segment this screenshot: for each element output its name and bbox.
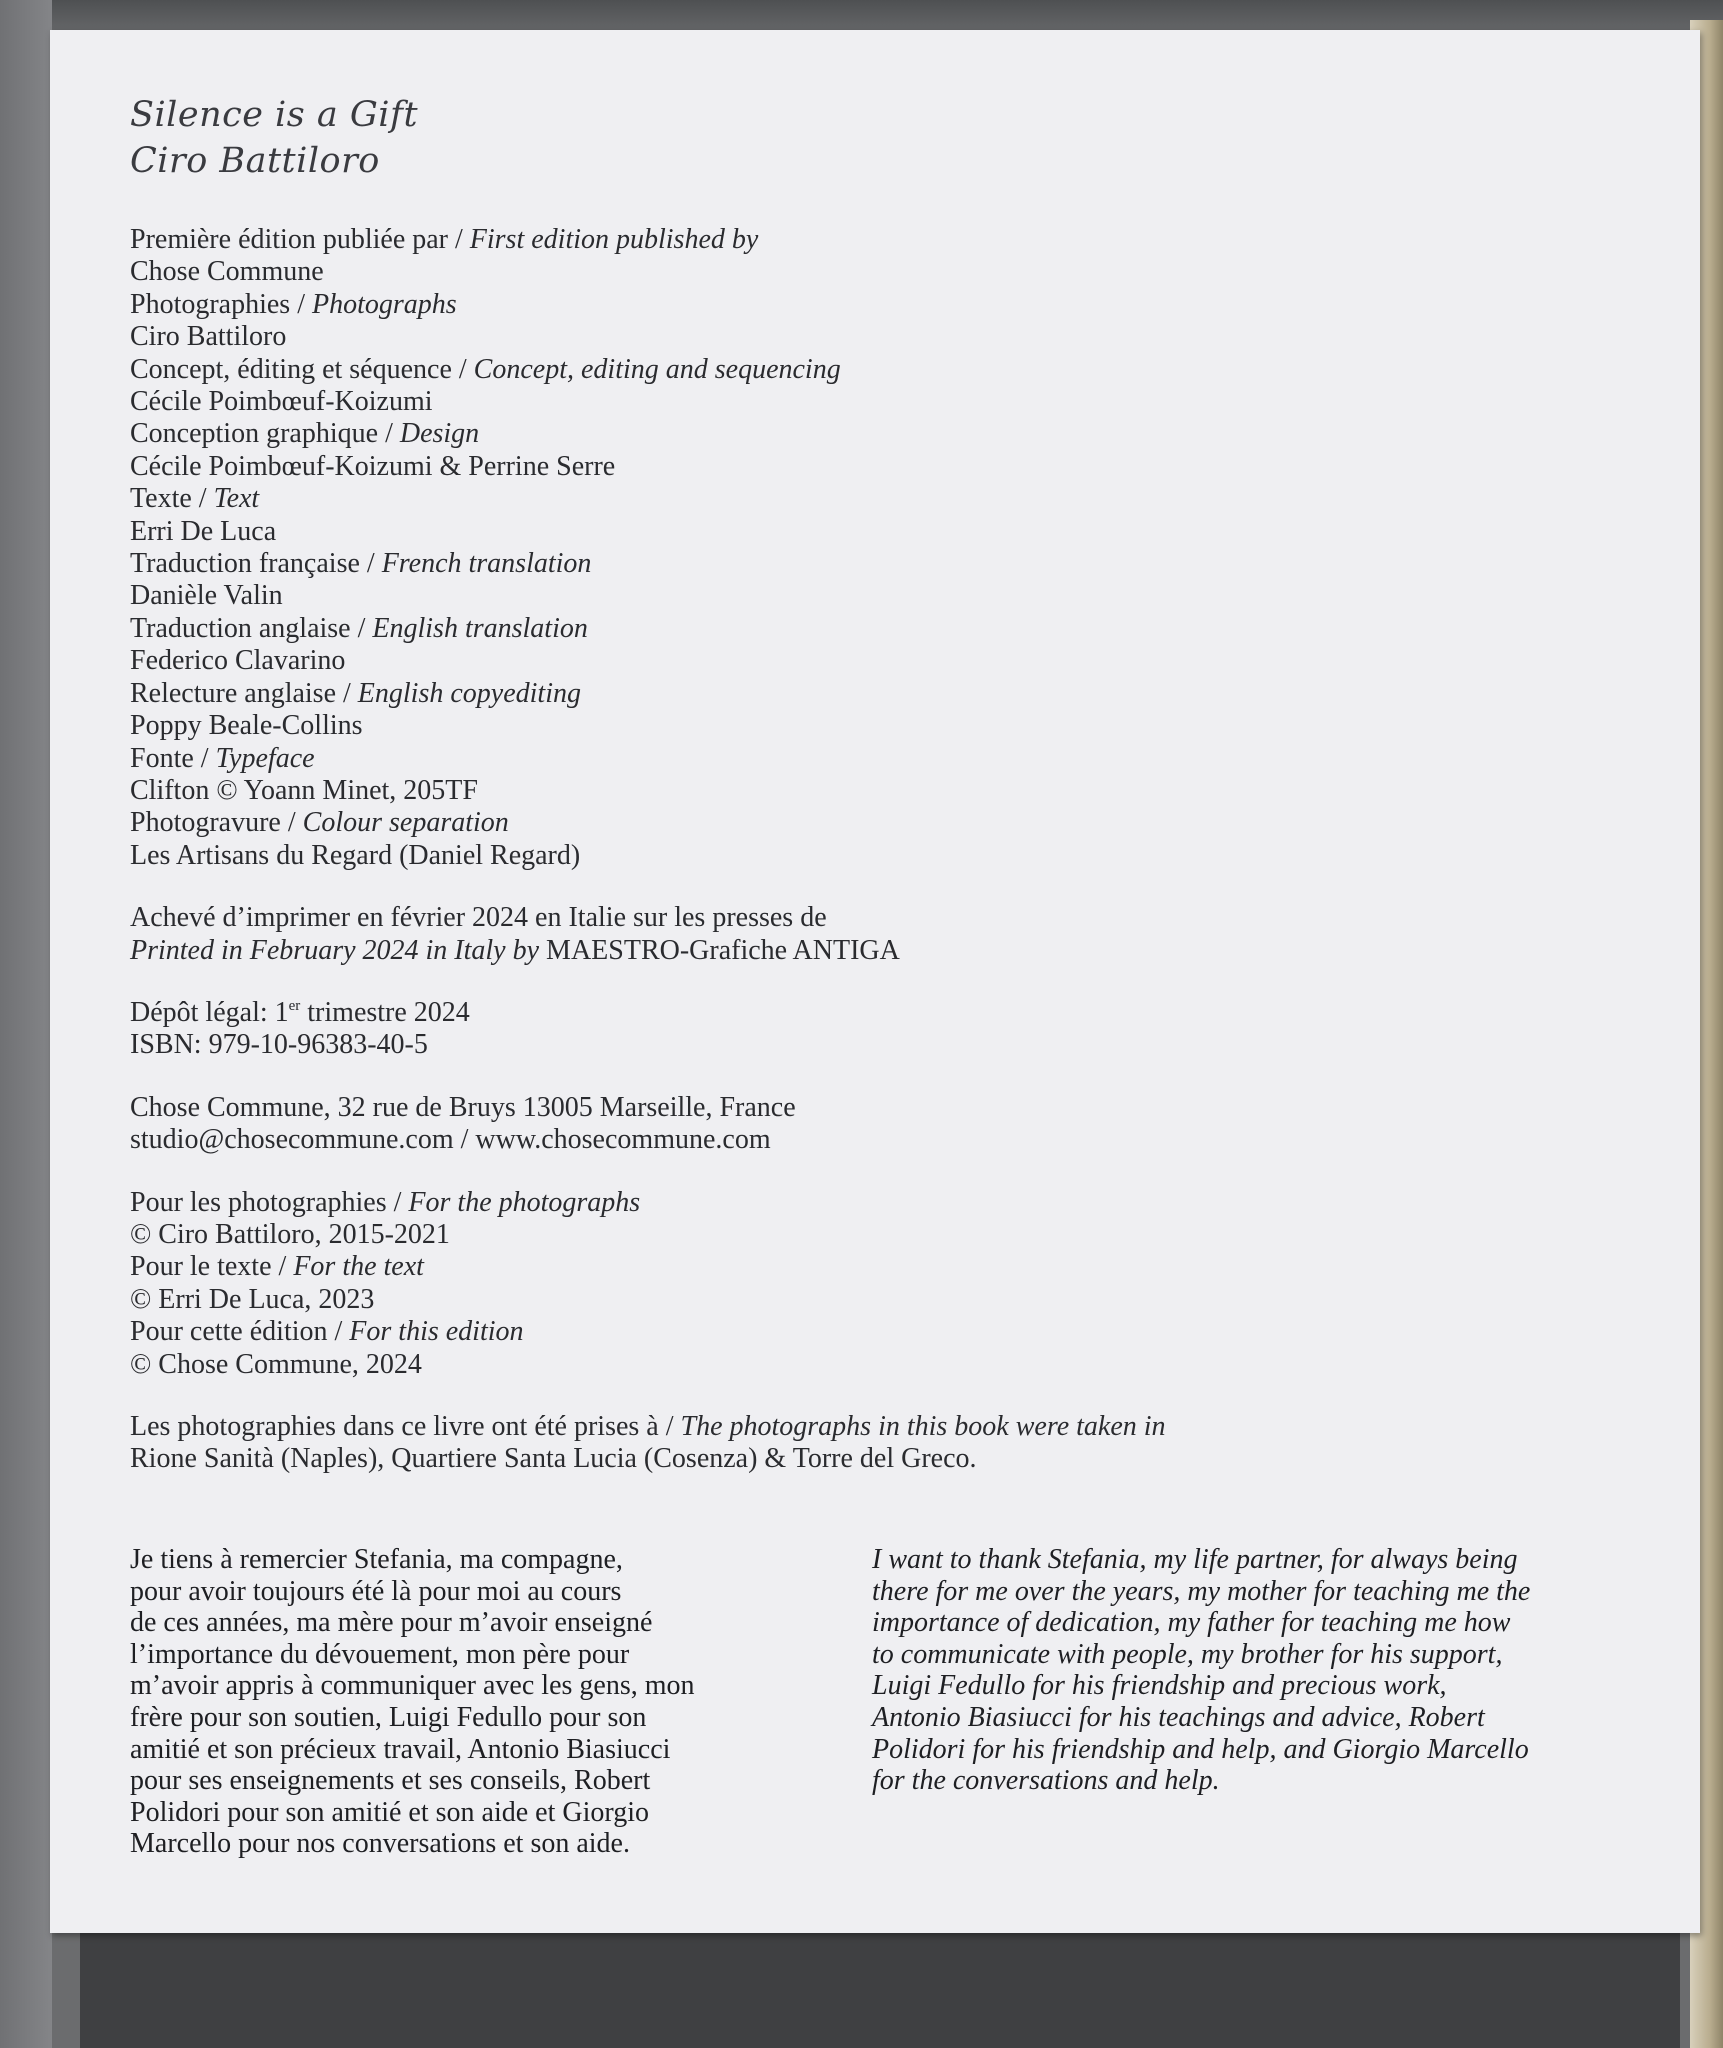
copyright-role-fr: Pour cette édition bbox=[130, 1316, 328, 1348]
credit-role: Première édition publiée par / First edition published by bbox=[130, 224, 759, 255]
credit-role-fr: Première édition publiée par bbox=[130, 224, 448, 255]
legal-deposit-prefix: Dépôt légal: 1 bbox=[130, 996, 289, 1028]
credit-role-en: Design bbox=[399, 418, 480, 450]
ack-en-line: there for me over the years, my mother for teaching me the bbox=[872, 1575, 1531, 1607]
credit-role-fr: Texte bbox=[130, 483, 192, 515]
credit-role: Conception graphique / Design bbox=[130, 418, 480, 450]
credit-role-fr: Relecture anglaise bbox=[130, 677, 337, 709]
ack-fr-line: frère pour son soutien, Luigi Fedullo pour son bbox=[130, 1701, 647, 1733]
credit-role: Relecture anglaise / English copyediting bbox=[130, 677, 581, 709]
credit-role-fr: Photogravure bbox=[130, 807, 281, 839]
location-en: The photographs in this book were taken in bbox=[680, 1411, 1166, 1442]
ack-fr-line: amitié et son précieux travail, Antonio Biasiucci bbox=[130, 1733, 671, 1765]
credit-role-en: French translation bbox=[381, 548, 592, 580]
location-info bbox=[130, 1411, 1630, 1476]
credit-role: Photogravure / Colour separation bbox=[130, 807, 509, 839]
printing-fr: Achevé d’imprimer en février 2024 en Italie sur les presses de bbox=[130, 902, 827, 934]
ack-en-line: I want to thank Stefania, my life partner, for always being bbox=[872, 1544, 1518, 1575]
publisher-info bbox=[130, 1092, 1630, 1157]
copyright-role: Pour les photographies / For the photographs bbox=[130, 1186, 641, 1218]
ack-fr-line: l’importance du dévouement, mon père pour bbox=[130, 1638, 630, 1670]
credit-role-fr: Traduction française bbox=[130, 548, 360, 580]
credit-role-fr: Concept, éditing et séquence bbox=[130, 353, 452, 385]
ack-en-line: to communicate with people, my brother for his support, bbox=[872, 1638, 1503, 1670]
ack-fr-line: pour ses enseignements et ses conseils, Robert bbox=[130, 1765, 651, 1797]
publisher-contact: studio@chosecommune.com / www.chosecommune.com bbox=[130, 1124, 771, 1156]
credit-value: Ciro Battiloro bbox=[130, 321, 287, 353]
credit-value: Erri De Luca bbox=[130, 515, 277, 547]
backdrop-left bbox=[0, 0, 52, 2048]
credit-role-en: Text bbox=[213, 483, 260, 515]
credit-role-en: Colour separation bbox=[302, 807, 509, 839]
credit-role-fr: Fonte bbox=[130, 742, 194, 774]
credit-value: Federico Clavarino bbox=[130, 645, 346, 677]
printing-en-line bbox=[130, 935, 1630, 967]
copyright-role-fr: Pour le texte bbox=[130, 1251, 272, 1283]
legal-info bbox=[130, 997, 1630, 1062]
location-places: Rione Sanità (Naples), Quartiere Santa Lucia (Cosenza) & Torre del Greco. bbox=[130, 1443, 977, 1475]
publisher-address: Chose Commune, 32 rue de Bruys 13005 Marseille, France bbox=[130, 1091, 796, 1123]
colophon-content bbox=[130, 92, 1630, 1476]
acknowledgements-fr bbox=[130, 1544, 770, 1860]
ack-en-line: Polidori for his friendship and help, and Giorgio Marcello bbox=[872, 1733, 1529, 1765]
printing-en: Printed in February 2024 in Italy by bbox=[130, 934, 540, 966]
credit-role-en: First edition published by bbox=[469, 224, 759, 255]
credit-role: Fonte / Typeface bbox=[130, 742, 315, 774]
copyright-role-fr: Pour les photographies bbox=[130, 1186, 387, 1218]
book-author: Ciro Battiloro bbox=[130, 141, 380, 181]
ack-en-line: importance of dedication, my father for teaching me how bbox=[872, 1607, 1511, 1639]
location-fr: Les photographies dans ce livre ont été prises à bbox=[130, 1411, 659, 1442]
credit-value: Cécile Poimbœuf-Koizumi bbox=[130, 386, 433, 418]
copyright-role-en: For the photographs bbox=[408, 1186, 641, 1218]
copyright-role: Pour le texte / For the text bbox=[130, 1251, 424, 1283]
copyright-value: © Erri De Luca, 2023 bbox=[130, 1283, 375, 1315]
credit-role-en: Typeface bbox=[215, 742, 315, 774]
copyright-role: Pour cette édition / For this edition bbox=[130, 1316, 524, 1348]
credit-value: Chose Commune bbox=[130, 256, 324, 288]
copyright-role-en: For the text bbox=[293, 1251, 424, 1283]
copyright-role-en: For this edition bbox=[349, 1316, 524, 1348]
credit-role: Traduction anglaise / English translation bbox=[130, 612, 588, 644]
colophon-page bbox=[50, 30, 1700, 1933]
legal-deposit-sup: er bbox=[288, 997, 301, 1014]
credit-role-en: Concept, editing and sequencing bbox=[473, 353, 841, 385]
copyright-info bbox=[130, 1187, 1630, 1381]
ack-en-line: Luigi Fedullo for his friendship and precious work, bbox=[872, 1670, 1447, 1702]
ack-en-line: Antonio Biasiucci for his teachings and advice, Robert bbox=[872, 1701, 1485, 1733]
ack-fr-line: Marcello pour nos conversations et son aide. bbox=[130, 1828, 630, 1860]
isbn: ISBN: 979-10-96383-40-5 bbox=[130, 1029, 428, 1061]
book-title: Silence is a Gift bbox=[130, 95, 419, 135]
legal-deposit-suffix: trimestre 2024 bbox=[300, 996, 470, 1028]
ack-fr-line: de ces années, ma mère pour m’avoir enseigné bbox=[130, 1607, 653, 1639]
credit-value: Poppy Beale-Collins bbox=[130, 710, 363, 742]
acknowledgements-en bbox=[872, 1544, 1572, 1797]
credit-role-fr: Conception graphique bbox=[130, 418, 379, 450]
credit-value: Clifton © Yoann Minet, 205TF bbox=[130, 774, 478, 806]
credit-role: Texte / Text bbox=[130, 483, 260, 515]
ack-fr-line: pour avoir toujours été là pour moi au cours bbox=[130, 1575, 622, 1607]
credit-role-en: Photographs bbox=[312, 288, 457, 320]
credit-role-en: English translation bbox=[372, 612, 588, 644]
ack-fr-line: m’avoir appris à communiquer avec les gens, mon bbox=[130, 1670, 695, 1702]
credit-value: Les Artisans du Regard (Daniel Regard) bbox=[130, 839, 581, 871]
printing-info bbox=[130, 902, 1630, 967]
ack-fr-line: Je tiens à remercier Stefania, ma compagne, bbox=[130, 1544, 623, 1575]
legal-deposit bbox=[130, 997, 1630, 1029]
copyright-value: © Ciro Battiloro, 2015-2021 bbox=[130, 1218, 450, 1250]
location-intro: Les photographies dans ce livre ont été prises à / The photographs in this book were taken in bbox=[130, 1411, 1166, 1442]
credit-role: Photographies / Photographs bbox=[130, 288, 457, 320]
ack-fr-line: Polidori pour son amitié et son aide et Giorgio bbox=[130, 1796, 649, 1828]
credit-role-fr: Photographies bbox=[130, 288, 291, 320]
credit-role-fr: Traduction anglaise bbox=[130, 612, 351, 644]
credit-value: Cécile Poimbœuf-Koizumi & Perrine Serre bbox=[130, 450, 616, 482]
credit-role: Traduction française / French translation bbox=[130, 548, 592, 580]
credit-value: Danièle Valin bbox=[130, 580, 283, 612]
copyright-value: © Chose Commune, 2024 bbox=[130, 1348, 422, 1380]
ack-en-line: for the conversations and help. bbox=[872, 1765, 1220, 1797]
credit-role: Concept, éditing et séquence / Concept, editing and sequencing bbox=[130, 353, 841, 385]
printer-name: MAESTRO-Grafiche ANTIGA bbox=[546, 934, 900, 966]
credit-role-en: English copyediting bbox=[357, 677, 581, 709]
credits-list bbox=[130, 224, 1630, 872]
